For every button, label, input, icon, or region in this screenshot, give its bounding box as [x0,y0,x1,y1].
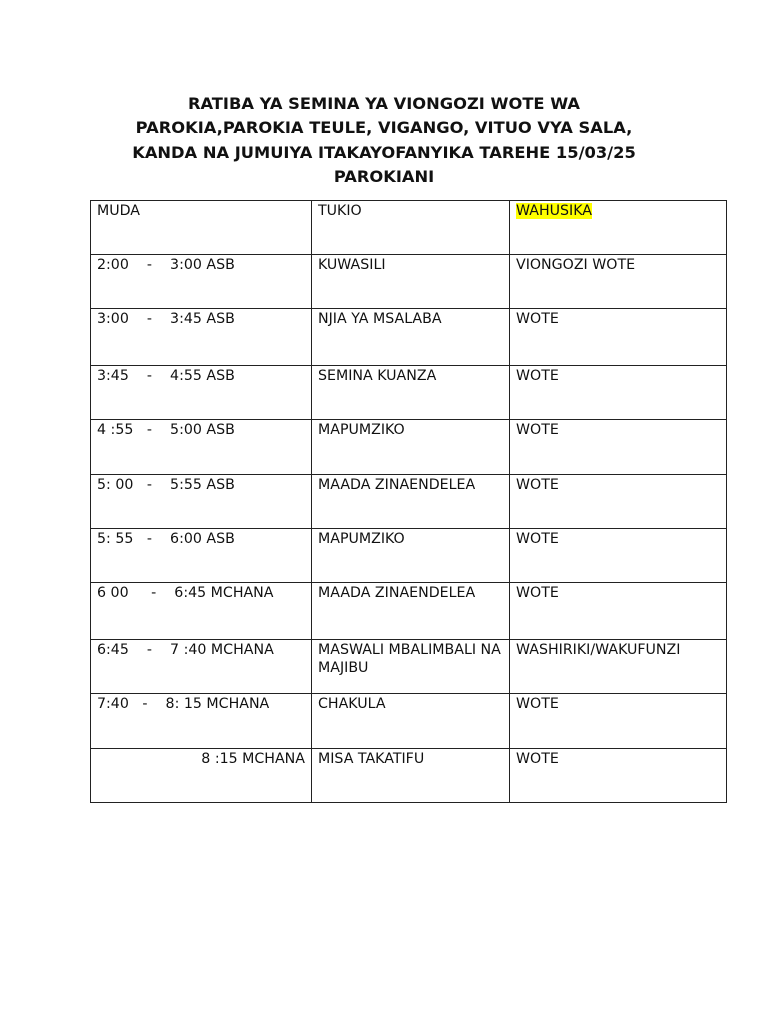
header-tukio: TUKIO [312,201,510,255]
title-line: PAROKIA,PAROKIA TEULE, VIGANGO, VITUO VYA SALA, [135,118,633,138]
cell-wahusika: WOTE [510,749,727,803]
cell-tukio: MASWALI MBALIMBALI NA MAJIBU [312,640,510,694]
cell-wahusika: WOTE [510,475,727,529]
cell-muda: 2:00 - 3:00 ASB [91,255,312,309]
cell-muda: 4 :55 - 5:00 ASB [91,420,312,475]
cell-tukio: NJIA YA MSALABA [312,309,510,366]
header-muda: MUDA [91,201,312,255]
cell-tukio: MAADA ZINAENDELEA [312,475,510,529]
cell-muda: 8 :15 MCHANA [91,749,312,803]
cell-tukio: KUWASILI [312,255,510,309]
cell-muda: 7:40 - 8: 15 MCHANA [91,694,312,749]
title-line: RATIBA YA SEMINA YA VIONGOZI WOTE WA [187,94,581,113]
table-row [91,309,727,366]
table-row [91,420,727,475]
table-row [91,749,727,803]
schedule-table [90,200,727,803]
cell-tukio: CHAKULA [312,694,510,749]
cell-tukio: MISA TAKATIFU [312,749,510,803]
cell-tukio: SEMINA KUANZA [312,366,510,420]
cell-muda: 6:45 - 7 :40 MCHANA [91,640,312,694]
table-row [91,255,727,309]
table-header-row [91,201,727,255]
cell-muda: 3:45 - 4:55 ASB [91,366,312,420]
cell-muda: 6 00 - 6:45 MCHANA [91,583,312,640]
cell-wahusika: VIONGOZI WOTE [510,255,727,309]
cell-wahusika: WOTE [510,529,727,583]
cell-tukio: MAADA ZINAENDELEA [312,583,510,640]
title-line: KANDA NA JUMUIYA ITAKAYOFANYIKA TAREHE 15/03/25 [132,142,636,162]
cell-muda: 5: 00 - 5:55 ASB [91,475,312,529]
table-row [91,583,727,640]
cell-tukio: MAPUMZIKO [312,420,510,475]
cell-wahusika: WASHIRIKI/WAKUFUNZI [510,640,727,694]
page-title [90,92,678,190]
cell-muda: 5: 55 - 6:00 ASB [91,529,312,583]
cell-wahusika: WOTE [510,309,727,366]
cell-wahusika: WOTE [510,366,727,420]
cell-muda: 3:00 - 3:45 ASB [91,309,312,366]
table-row [91,475,727,529]
cell-wahusika: WOTE [510,583,727,640]
table-row [91,640,727,694]
header-wahusika [510,201,727,255]
cell-wahusika: WOTE [510,420,727,475]
table-row [91,529,727,583]
title-line: PAROKIANI [333,167,435,187]
table-row [91,366,727,420]
highlighted-header-text: WAHUSIKA [516,203,592,219]
table-row [91,694,727,749]
cell-wahusika: WOTE [510,694,727,749]
cell-tukio: MAPUMZIKO [312,529,510,583]
